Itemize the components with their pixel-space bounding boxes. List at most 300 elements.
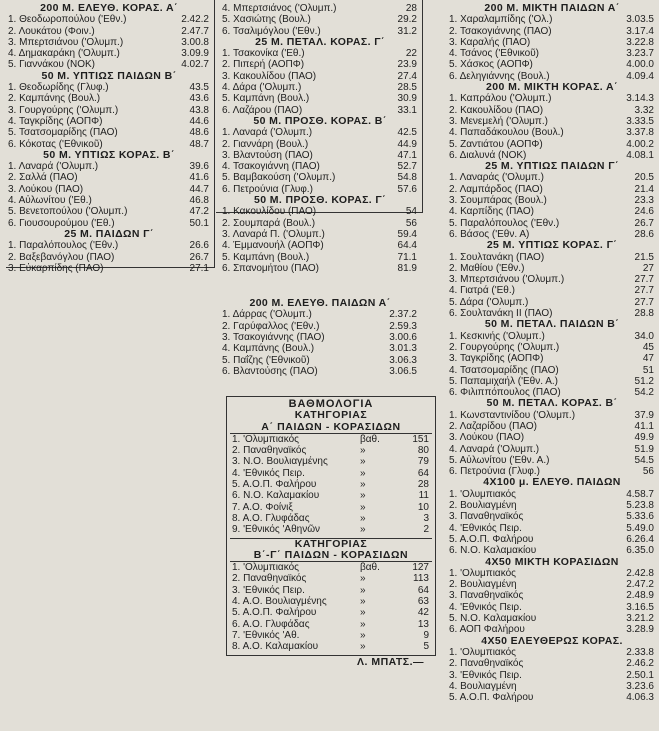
athlete-name: 3. Μπερτσιάνου ('Ολυμπ.) <box>8 36 124 48</box>
points-unit: » <box>360 501 366 513</box>
athlete-name: 3. Βλαντούση (ΠΑΟ) <box>222 149 313 161</box>
result-row <box>447 444 657 455</box>
club-name: 3. Ν.Ο. Βουλιαγμένης <box>232 456 328 468</box>
club-name: 8. Α.Ο. Γλυφάδας <box>232 512 310 524</box>
club-name: 4. 'Εθνικός Πειρ. <box>232 467 305 479</box>
athlete-name: 2. Λουκάτου (Φοιν.) <box>8 25 95 37</box>
result-row <box>447 14 657 25</box>
result-value: 47.2 <box>189 206 209 218</box>
result-row <box>447 331 657 342</box>
result-row <box>447 681 657 692</box>
result-value: 48.7 <box>189 138 209 150</box>
result-row <box>447 568 657 579</box>
result-row <box>220 252 420 263</box>
result-row <box>447 376 657 387</box>
athlete-name: 4. Ταγκρίδης (ΑΟΠΦ) <box>8 115 103 127</box>
result-value: 3.23.6 <box>626 680 654 692</box>
result-value: 27.7 <box>634 274 654 286</box>
club-name: 6. Ν.Ο. Καλαμακίου <box>232 490 320 502</box>
event-section <box>447 161 657 240</box>
athlete-name: 2. Μαθίου ('Εθν.) <box>449 262 525 274</box>
points-value: 127 <box>412 562 429 574</box>
result-row <box>447 48 657 59</box>
event-title: 4Χ100 μ. ΕΛΕΥΘ. ΠΑΙΔΩΝ <box>483 476 621 489</box>
standing-row <box>230 490 432 501</box>
points-unit: » <box>360 479 366 491</box>
club-name: 7. Α.Ο. Φοίνιξ <box>232 501 293 513</box>
athlete-name: 1. 'Ολυμπιακός <box>449 567 516 579</box>
result-row <box>220 321 420 332</box>
result-row <box>447 365 657 376</box>
result-value: 52.7 <box>397 161 417 173</box>
points-value: 11 <box>418 490 429 502</box>
result-row <box>447 274 657 285</box>
athlete-name: 6. Σουλτανάκη ΙΙ (ΠΑΟ) <box>449 308 553 320</box>
result-row <box>447 421 657 432</box>
athlete-name: 6. Δεληγιάννης (Βουλ.) <box>449 70 550 82</box>
standings-box <box>226 396 436 669</box>
result-row <box>220 366 420 377</box>
athlete-name: 2. Τσακογιάννης (ΠΑΟ) <box>449 25 552 37</box>
event-title: 4Χ50 ΜΙΚΤΗ ΚΟΡΑΣΙΔΩΝ <box>485 555 619 568</box>
category-2-heading: ΚΑΤΗΓΟΡΙΑΣ <box>294 537 368 550</box>
athlete-name: 6. Βλαντούσης (ΠΑΟ) <box>222 365 318 377</box>
result-value: 4.00.2 <box>626 138 654 150</box>
result-row <box>447 26 657 37</box>
result-row <box>447 579 657 590</box>
result-value: 2.37.2 <box>389 309 417 321</box>
points-unit: » <box>360 596 366 608</box>
result-row <box>6 14 212 25</box>
result-row <box>6 184 212 195</box>
athlete-name: 4. Καρπίδης (ΠΑΟ) <box>449 206 534 218</box>
author-signature: Λ. ΜΠΑΤΣ.— <box>356 655 424 668</box>
result-value: 4.02.7 <box>181 59 209 71</box>
result-value: 22 <box>405 48 417 60</box>
result-value: 48.6 <box>189 127 209 139</box>
result-row <box>447 534 657 545</box>
athlete-name: 4. 'Εθνικός Πειρ. <box>449 522 522 534</box>
event-section <box>6 229 212 274</box>
event-section <box>220 298 420 377</box>
result-row <box>447 206 657 217</box>
points-value: 42 <box>417 607 429 619</box>
standing-row <box>230 468 432 479</box>
result-value: 57.6 <box>397 183 417 195</box>
result-value: 3.23.7 <box>626 48 654 60</box>
athlete-name: 3. Μενεμελή ('Ολυμπ.) <box>449 115 548 127</box>
result-row <box>447 297 657 308</box>
event-section <box>220 3 420 37</box>
points-value: 64 <box>417 467 429 479</box>
result-row <box>447 455 657 466</box>
club-name: 5. Α.Ο.Π. Φαλήρου <box>232 607 317 619</box>
standing-row <box>230 596 432 607</box>
result-row <box>447 489 657 500</box>
athlete-name: 1. Κακουλίδου (ΠΑΟ) <box>222 206 317 218</box>
result-value: 71.1 <box>397 251 417 263</box>
result-value: 24.6 <box>634 206 654 218</box>
result-value: 26.7 <box>634 217 654 229</box>
athlete-name: 2. Γιαννάρη (Βουλ.) <box>222 138 309 150</box>
event-title: 25 Μ. ΥΠΤΙΩΣ ΚΟΡΑΣ. Γ΄ <box>486 239 618 252</box>
athlete-name: 1. Θεοδωρίδης (Γλυφ.) <box>8 82 109 94</box>
result-value: 41.6 <box>189 172 209 184</box>
athlete-name: 5. Α.Ο.Π. Φαλήρου <box>449 692 534 704</box>
result-row <box>6 252 212 263</box>
result-value: 43.8 <box>189 104 209 116</box>
event-title: 200 Μ. ΕΛΕΥΘ. ΠΑΙΔΩΝ Α΄ <box>249 297 391 310</box>
standing-row <box>230 585 432 596</box>
result-row <box>447 353 657 364</box>
result-value: 21.4 <box>634 183 654 195</box>
result-row <box>220 59 420 70</box>
result-row <box>447 285 657 296</box>
athlete-name: 3. Παναθηναϊκός <box>449 590 524 602</box>
result-value: 3.14.3 <box>626 93 654 105</box>
result-value: 2.59.3 <box>389 320 417 332</box>
athlete-name: 5. Χασιώτης (Βουλ.) <box>222 14 311 26</box>
result-value: 42.5 <box>397 127 417 139</box>
athlete-name: 5. Βενετοπούλου ('Ολυμπ.) <box>8 206 128 218</box>
result-value: 54.8 <box>397 172 417 184</box>
result-row <box>6 48 212 59</box>
event-section <box>220 37 420 116</box>
athlete-name: 2. Βουλιαγμένη <box>449 500 517 512</box>
result-row <box>447 263 657 274</box>
athlete-name: 5. Παπαμιχαήλ ('Εθν. Α.) <box>449 375 558 387</box>
athlete-name: 6. Κόκοτας ('Εθνικοῦ) <box>8 138 103 150</box>
result-row <box>447 59 657 70</box>
result-value: 33.1 <box>397 104 417 116</box>
points-value: 63 <box>417 596 429 608</box>
result-row <box>220 3 420 14</box>
athlete-name: 4. Παπαδάκουλου (Βουλ.) <box>449 127 564 139</box>
athlete-name: 5. Ζαντιάτου (ΑΟΠΦ) <box>449 138 543 150</box>
result-value: 26.6 <box>189 240 209 252</box>
athlete-name: 6. Γιουσουρούμου ('Εθ.) <box>8 217 115 229</box>
result-row <box>6 116 212 127</box>
result-row <box>447 590 657 601</box>
result-row <box>220 48 420 59</box>
result-value: 44.6 <box>189 115 209 127</box>
points-unit: » <box>360 456 366 468</box>
points-value: 5 <box>423 641 429 653</box>
result-value: 2.48.9 <box>626 590 654 602</box>
athlete-name: 3. 'Εθνικός Πειρ. <box>449 669 522 681</box>
result-value: 27.7 <box>634 296 654 308</box>
result-row <box>6 127 212 138</box>
result-value: 56 <box>405 217 417 229</box>
points-value: 28 <box>417 479 429 491</box>
result-value: 5.33.6 <box>626 511 654 523</box>
points-unit: » <box>360 467 366 479</box>
result-value: 3.37.8 <box>626 127 654 139</box>
result-row <box>447 545 657 556</box>
event-section <box>447 82 657 161</box>
result-value: 4.09.4 <box>626 70 654 82</box>
result-row <box>447 195 657 206</box>
standing-row <box>230 562 432 573</box>
result-value: 59.4 <box>397 228 417 240</box>
athlete-name: 4. Αὐλωνίτου ('Εθ.) <box>8 195 92 207</box>
athlete-name: 2. Σαλλά (ΠΑΟ) <box>8 172 78 184</box>
athlete-name: 3. Ταγκρίδης (ΑΟΠΦ) <box>449 353 544 365</box>
athlete-name: 4. Καμπάνης (Βουλ.) <box>222 343 315 355</box>
standing-row <box>230 641 432 652</box>
event-title: 50 Μ. ΥΠΤΙΩΣ ΚΟΡΑΣ. Β΄ <box>43 148 175 161</box>
result-value: 5.23.8 <box>626 500 654 512</box>
result-row <box>447 410 657 421</box>
result-row <box>447 139 657 150</box>
points-unit: » <box>360 490 366 502</box>
event-title: 25 Μ. ΠΑΙΔΩΝ Γ΄ <box>64 227 154 240</box>
event-section <box>6 71 212 150</box>
result-value: 3.33.5 <box>626 115 654 127</box>
athlete-name: 1. Σουλτανάκη (ΠΑΟ) <box>449 251 545 263</box>
result-value: 43.5 <box>189 82 209 94</box>
result-value: 28 <box>405 3 417 14</box>
club-name: 1. 'Ολυμπιακός <box>232 433 299 445</box>
result-row <box>447 342 657 353</box>
athlete-name: 5. Χάσκος (ΑΟΠΦ) <box>449 59 533 71</box>
result-row <box>447 500 657 511</box>
points-value: 9 <box>423 629 429 641</box>
result-row <box>447 432 657 443</box>
result-value: 6.35.0 <box>626 545 654 557</box>
result-value: 3.06.3 <box>389 354 417 366</box>
event-title: 25 Μ. ΠΕΤΑΛ. ΚΟΡΑΣ. Γ΄ <box>255 35 385 48</box>
athlete-name: 2. Βαξεβανόγλου (ΠΑΟ) <box>8 251 115 263</box>
result-row <box>447 37 657 48</box>
result-value: 3.00.6 <box>389 332 417 344</box>
points-unit: βαθ. <box>360 562 380 574</box>
athlete-name: 5. Καμπάνη (Βουλ.) <box>222 93 310 105</box>
result-value: 51 <box>642 364 654 376</box>
club-name: 3. 'Εθνικός Πειρ. <box>232 584 305 596</box>
club-name: 6. Α.Ο. Γλυφάδας <box>232 618 310 630</box>
athlete-name: 5. Καμπάνη (Βουλ.) <box>222 251 310 263</box>
result-value: 34.0 <box>634 330 654 342</box>
points-value: 80 <box>417 445 429 457</box>
result-row <box>447 252 657 263</box>
event-title: 25 Μ. ΥΠΤΙΩΣ ΠΑΙΔΩΝ Γ΄ <box>485 160 619 173</box>
result-row <box>447 613 657 624</box>
points-unit: » <box>360 573 366 585</box>
result-row <box>220 206 420 217</box>
result-row <box>220 309 420 320</box>
standing-row <box>230 607 432 618</box>
result-row <box>220 172 420 183</box>
result-value: 29.2 <box>397 14 417 26</box>
result-row <box>6 82 212 93</box>
club-name: 5. Α.Ο.Π. Φαλήρου <box>232 479 317 491</box>
event-title: 200 Μ. ΜΙΚΤΗ ΚΟΡΑΣ. Α΄ <box>486 81 618 94</box>
result-value: 6.26.4 <box>626 533 654 545</box>
points-unit: » <box>360 445 366 457</box>
points-unit: » <box>360 618 366 630</box>
result-row <box>447 184 657 195</box>
points-value: 13 <box>417 618 429 630</box>
points-value: 10 <box>417 501 429 513</box>
result-value: 47.1 <box>397 149 417 161</box>
event-section <box>447 636 657 704</box>
result-row <box>220 71 420 82</box>
result-row <box>220 263 420 274</box>
athlete-name: 2. Λαζαρίδου (ΠΑΟ) <box>449 420 537 432</box>
result-value: 47 <box>642 353 654 365</box>
athlete-name: 6. ΑΟΠ Φαλήρου <box>449 624 525 636</box>
standing-row <box>230 445 432 456</box>
standing-row <box>230 502 432 513</box>
result-row <box>447 116 657 127</box>
athlete-name: 1. Κωνσταντινίδου ('Ολυμπ.) <box>449 409 576 421</box>
athlete-name: 5. Παΐζης ('Εθνικοῦ) <box>222 354 310 366</box>
result-value: 2.33.8 <box>626 646 654 658</box>
result-value: 39.6 <box>189 161 209 173</box>
athlete-name: 3. Λούκου (ΠΑΟ) <box>8 183 84 195</box>
event-section <box>220 195 420 274</box>
club-name: 9. 'Εθνικός 'Αθηνῶν <box>232 524 321 536</box>
result-value: 54 <box>405 206 417 218</box>
athlete-name: 4. Τσατσομαρίδης (ΠΑΟ) <box>449 364 559 376</box>
result-value: 2.46.2 <box>626 658 654 670</box>
result-row <box>6 105 212 116</box>
athlete-name: 6. Τσαλιμόγλου ('Εθν.) <box>222 25 321 37</box>
result-value: 4.08.1 <box>626 149 654 161</box>
result-value: 51.2 <box>634 375 654 387</box>
result-row <box>220 139 420 150</box>
athlete-name: 2. Σουμπαρά (Βουλ.) <box>222 217 316 229</box>
category-2-list <box>230 562 432 652</box>
result-value: 81.9 <box>397 262 417 274</box>
event-title: 50 Μ. ΠΕΤΑΛ. ΚΟΡΑΣ. Β΄ <box>486 397 618 410</box>
athlete-name: 3. Εὐκαρπίδης (ΠΑΟ) <box>8 262 104 274</box>
standings-title: ΒΑΘΜΟΛΟΓΙΑ <box>288 398 374 410</box>
result-row <box>6 26 212 37</box>
result-value: 27.4 <box>397 70 417 82</box>
points-value: 3 <box>423 512 429 524</box>
result-value: 4.58.7 <box>626 488 654 500</box>
athlete-name: 5. Γιαννάκου (ΝΟΚ) <box>8 59 95 71</box>
athlete-name: 4. Γιατρά ('Εθ.) <box>449 285 515 297</box>
athlete-name: 1. 'Ολυμπιακός <box>449 646 516 658</box>
standing-row <box>230 434 432 445</box>
athlete-name: 2. Γαρύφαλλος ('Εθν.) <box>222 320 320 332</box>
result-row <box>447 692 657 703</box>
result-row <box>447 511 657 522</box>
result-row <box>220 93 420 104</box>
points-value: 64 <box>417 584 429 596</box>
points-unit: » <box>360 524 366 536</box>
event-section <box>220 116 420 195</box>
result-value: 3.17.4 <box>626 25 654 37</box>
results-column-left <box>6 0 212 731</box>
category-1-subheading: Α΄ ΠΑΙΔΩΝ - ΚΟΡΑΣΙΔΩΝ <box>261 420 401 433</box>
result-row <box>447 624 657 635</box>
result-value: 45 <box>642 341 654 353</box>
athlete-name: 1. Δάρρας ('Ολυμπ.) <box>222 309 312 321</box>
result-value: 44.9 <box>397 138 417 150</box>
standing-row <box>230 479 432 490</box>
standing-row <box>230 619 432 630</box>
athlete-name: 1. Θεοδωροπούλου ('Εθν.) <box>8 14 127 26</box>
result-row <box>6 195 212 206</box>
result-row <box>447 105 657 116</box>
athlete-name: 1. Κεσκινής ('Ολυμπ.) <box>449 330 545 342</box>
athlete-name: 4. 'Εθνικός Πειρ. <box>449 601 522 613</box>
result-value: 54.2 <box>634 387 654 399</box>
athlete-name: 1. Παραλόπουλος ('Εθν.) <box>8 240 119 252</box>
athlete-name: 3. Τσακογιάννης (ΠΑΟ) <box>222 332 325 344</box>
athlete-name: 1. Λαναράς ('Ολυμπ.) <box>449 172 544 184</box>
athlete-name: 1. Καπράλου ('Ολυμπ.) <box>449 93 552 105</box>
result-row <box>220 355 420 366</box>
result-row <box>447 523 657 534</box>
athlete-name: 4. Μπερτσιάνος ('Ολυμπ.) <box>222 3 337 14</box>
athlete-name: 4. Τσακογιάννη (ΠΑΟ) <box>222 161 320 173</box>
result-value: 27.7 <box>634 285 654 297</box>
result-value: 3.22.8 <box>626 36 654 48</box>
event-title: 50 Μ. ΠΡΟΣΘ. ΚΟΡΑΣ. Β΄ <box>253 114 387 127</box>
club-name: 2. Παναθηναϊκός <box>232 573 307 585</box>
result-row <box>6 37 212 48</box>
athlete-name: 6. Βάσος ('Εθν. Α) <box>449 228 530 240</box>
result-value: 54.5 <box>634 454 654 466</box>
result-row <box>220 343 420 354</box>
club-name: 1. 'Ολυμπιακός <box>232 562 299 574</box>
points-value: 151 <box>412 433 429 445</box>
result-row <box>220 82 420 93</box>
result-value: 49.9 <box>634 432 654 444</box>
result-value: 41.1 <box>634 420 654 432</box>
result-value: 3.21.2 <box>626 613 654 625</box>
event-section <box>447 398 657 477</box>
result-row <box>220 150 420 161</box>
result-value: 51.9 <box>634 443 654 455</box>
result-value: 3.00.8 <box>181 36 209 48</box>
result-value: 21.5 <box>634 251 654 263</box>
points-unit: βαθ. <box>360 433 380 445</box>
result-value: 3.06.5 <box>389 365 417 377</box>
standing-row <box>230 524 432 535</box>
result-value: 2.47.7 <box>181 25 209 37</box>
athlete-name: 2. Κακουλίδου (ΠΑΟ) <box>449 104 544 116</box>
result-value: 3.03.5 <box>626 14 654 26</box>
result-row <box>447 218 657 229</box>
athlete-name: 2. Παναθηναϊκός <box>449 658 524 670</box>
result-row <box>447 647 657 658</box>
result-value: 20.5 <box>634 172 654 184</box>
result-value: 27.1 <box>189 262 209 274</box>
result-row <box>447 670 657 681</box>
athlete-name: 6. Διαλυνά (ΝΟΚ) <box>449 149 527 161</box>
result-row <box>6 263 212 274</box>
event-section <box>447 477 657 556</box>
result-row <box>447 602 657 613</box>
category-1-heading: ΚΑΤΗΓΟΡΙΑΣ <box>294 409 368 422</box>
category-2-subheading: Β΄-Γ΄ ΠΑΙΔΩΝ - ΚΟΡΑΣΙΔΩΝ <box>253 548 409 561</box>
result-value: 2.50.1 <box>626 669 654 681</box>
result-value: 64.4 <box>397 240 417 252</box>
points-unit: » <box>360 512 366 524</box>
athlete-name: 6. Σπανομήτου (ΠΑΟ) <box>222 262 319 274</box>
points-unit: » <box>360 607 366 619</box>
result-row <box>6 172 212 183</box>
athlete-name: 3. Κακουλίδου (ΠΑΟ) <box>222 70 317 82</box>
athlete-name: 2. Πιπερή (ΑΟΠΦ) <box>222 59 305 71</box>
points-unit: » <box>360 641 366 653</box>
